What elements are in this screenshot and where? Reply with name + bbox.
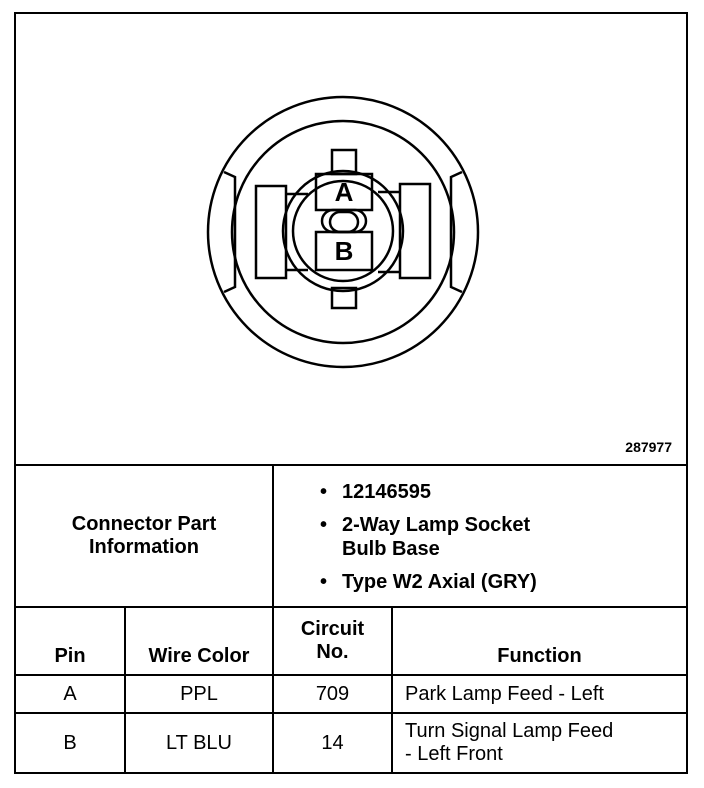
figure-id: 287977 bbox=[625, 439, 672, 455]
row-b-circuit: 14 bbox=[321, 731, 344, 754]
part-info-label: Connector Part Information bbox=[71, 513, 217, 558]
row-a-circuit: 709 bbox=[315, 682, 350, 705]
row-b-wire-color: LT BLU bbox=[166, 731, 232, 754]
row-b-function: Turn Signal Lamp Feed - Left Front bbox=[405, 720, 614, 765]
left-terminal bbox=[256, 186, 286, 278]
connector-face-drawing bbox=[16, 14, 686, 464]
connector-type: • Type W2 Axial (GRY) bbox=[316, 570, 676, 594]
part-number: • 12146595 bbox=[316, 480, 676, 504]
rule-part-divider bbox=[272, 464, 274, 608]
right-terminal bbox=[400, 184, 430, 278]
header-circuit: Circuit No. bbox=[300, 618, 365, 663]
header-pin: Pin bbox=[54, 645, 86, 667]
header-function: Function bbox=[497, 645, 582, 667]
row-a-pin: A bbox=[63, 682, 77, 705]
pin-b-label: B bbox=[334, 236, 354, 266]
header-wire-color: Wire Color bbox=[148, 645, 250, 667]
connector-info-frame bbox=[14, 12, 688, 774]
center-contact bbox=[322, 210, 366, 232]
part-info-list bbox=[316, 480, 676, 603]
connector-description: • 2-Way Lamp Socket Bulb Base bbox=[316, 513, 676, 561]
row-a-function: Park Lamp Feed - Left bbox=[405, 682, 604, 705]
row-a-wire-color: PPL bbox=[180, 682, 218, 705]
pin-a-label: A bbox=[334, 177, 354, 207]
row-b-pin: B bbox=[63, 731, 77, 754]
connector-diagram bbox=[16, 14, 686, 464]
